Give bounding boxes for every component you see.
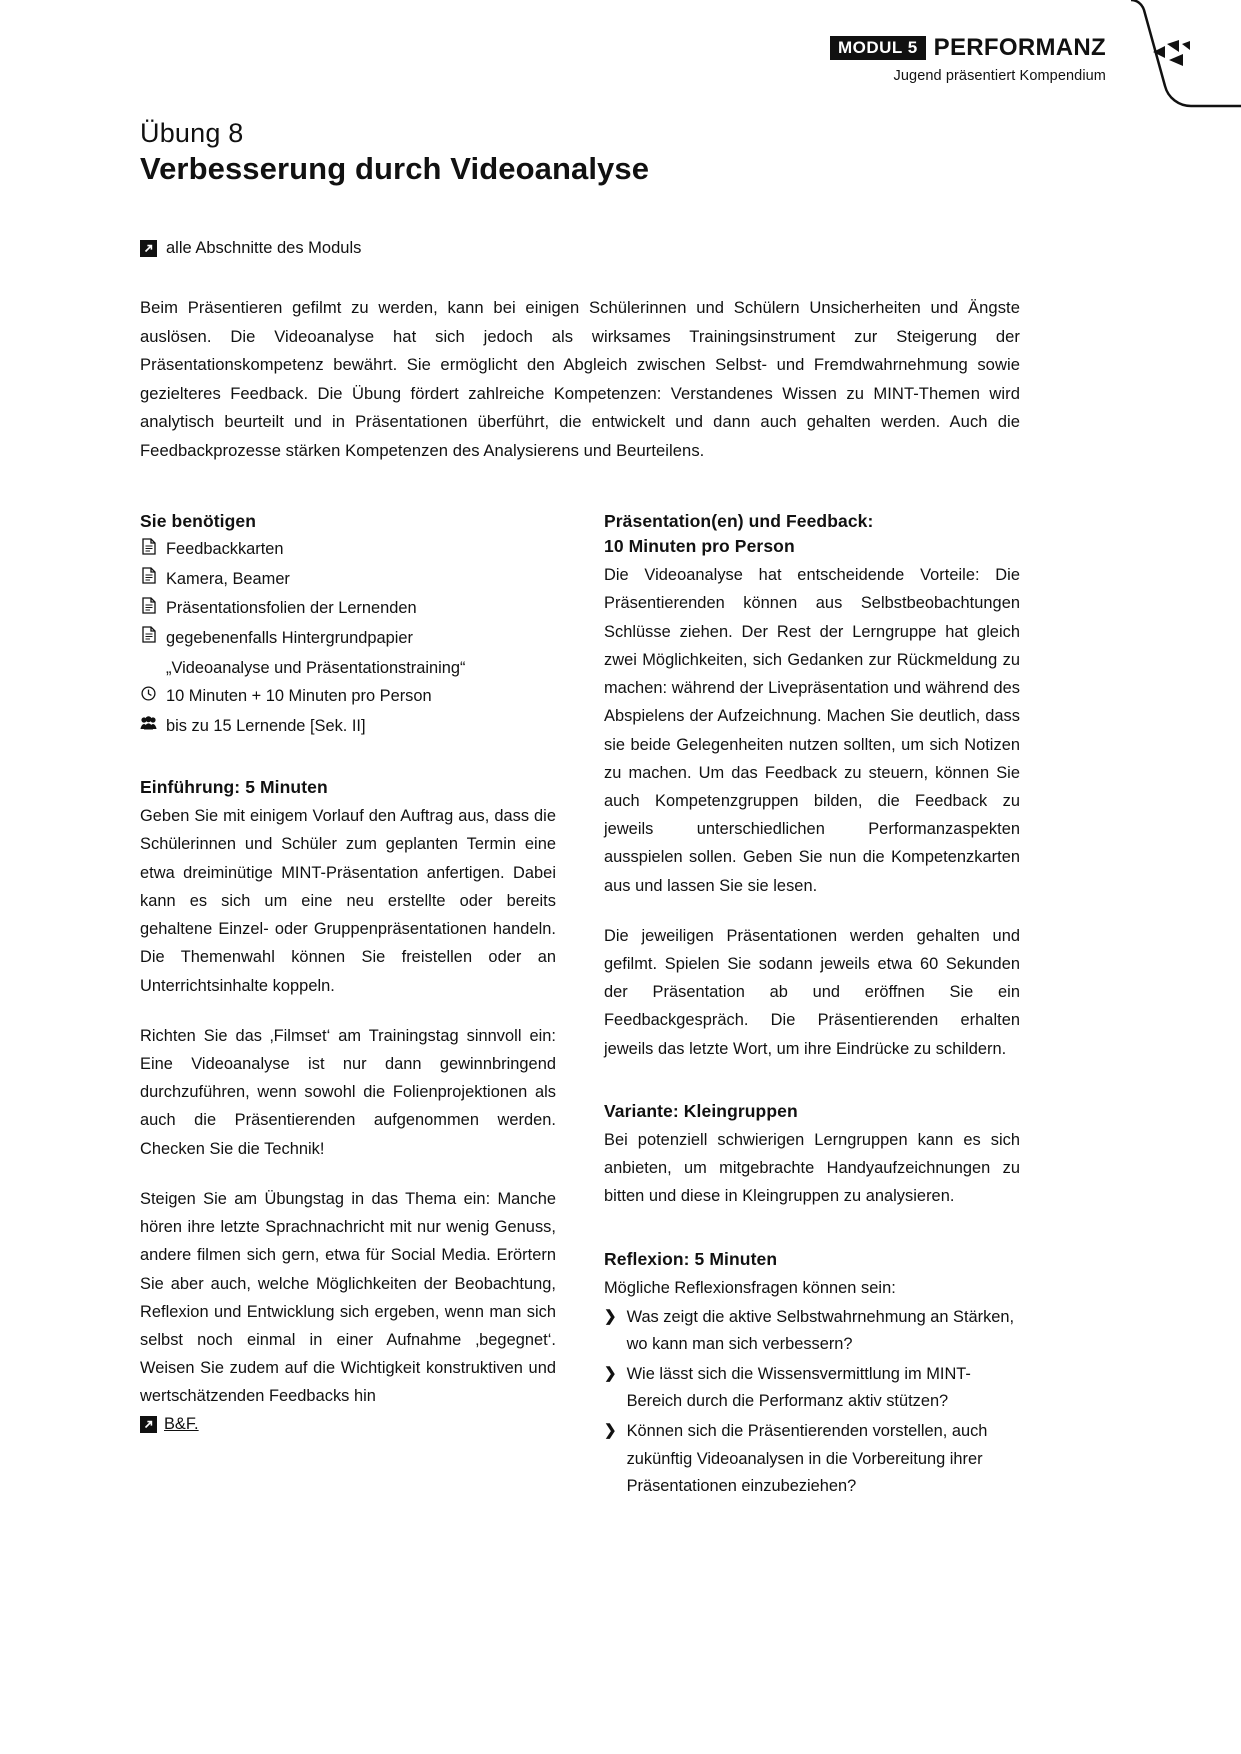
header-subtitle: Jugend präsentiert Kompendium <box>893 68 1106 84</box>
chevron-right-icon: ❯ <box>604 1364 617 1382</box>
header-titles <box>830 34 1106 84</box>
arrow-up-right-icon <box>140 240 157 257</box>
list-item <box>140 536 556 563</box>
scope-note-label: alle Abschnitte des Moduls <box>166 239 362 257</box>
exercise-number: Übung 8 <box>140 118 244 148</box>
presentation-paragraph-2: Die jeweiligen Präsentationen werden gehalten und gefilmt. Spielen Sie sodann jeweils etwa 60 Sekunden der Präsentation ab und eröffnen Sie ein Feedbackgespräch. Die Präsentierenden erhalten jeweils das letzte Wort, um ihre Eindrücke zu schildern. <box>604 926 1020 1058</box>
presentation-heading-line-1: Präsentation(en) und Feedback: <box>604 511 874 532</box>
chevron-right-icon: ❯ <box>604 1307 617 1325</box>
reflection-intro: Mögliche Reflexionsfragen können sein: <box>604 1278 896 1297</box>
scope-note <box>140 239 1020 258</box>
document-icon <box>140 595 157 615</box>
page-header <box>821 0 1241 120</box>
left-column <box>140 511 556 1503</box>
page-title: Verbesserung durch Videoanalyse <box>140 151 650 186</box>
reflection-heading: Reflexion: 5 Minuten <box>604 1248 778 1269</box>
list-item <box>140 595 556 622</box>
needs-item-label: Feedbackkarten <box>166 540 284 559</box>
intro-paragraph: Beim Präsentieren gefilmt zu werden, kann bei einigen Schülerinnen und Schülern Unsicherheiten und Ängste auslösen. Die Videoanalyse hat sich jedoch als wirksames Trainingsinstrument zur Steigerung der Präsentationskompetenz bewährt. Sie ermöglicht den Abgleich zwischen Selbst- und Fremdwahrnehmung sowie gezielteres Feedback. Die Übung fördert zahlreiche Kompetenzen: Verstandenes Wissen zu MINT-Themen wird analytisch beurteilt und in Präsentationen überführt, die entwickelt und dann auch gehalten werden. Auch die Feedbackprozesse stärken Kompetenzen des Analysierens und Beurteilens. <box>140 298 1020 460</box>
list-item <box>140 566 556 593</box>
needs-heading: Sie benötigen <box>140 511 257 532</box>
needs-list <box>140 536 556 651</box>
page-content <box>140 118 1020 1503</box>
handout-reference-label: B&F. <box>164 1414 199 1433</box>
reflection-question: Können sich die Präsentierenden vorstellen, auch zukünftig Videoanalysen in die Vorbereitung ihrer Präsentationen einzubeziehen? <box>626 1422 988 1496</box>
list-item <box>604 1418 1020 1501</box>
needs-item-label: bis zu 15 Lernende [Sek. II] <box>166 716 366 735</box>
list-item <box>604 1304 1020 1359</box>
needs-item-label: 10 Minuten + 10 Minuten pro Person <box>166 687 432 706</box>
introduction-paragraph-2: Richten Sie das ‚Filmset‘ am Trainingstag sinnvoll ein: Eine Videoanalyse ist nur dann gewinnbringend durchzuführen, wenn sowohl die Folienprojektionen als auch die Präsentierenden aufgenommen werden. Checken Sie die Technik! <box>140 1026 556 1158</box>
document-icon <box>140 566 157 586</box>
introduction-heading: Einführung: 5 Minuten <box>140 777 328 798</box>
list-item <box>604 1361 1020 1416</box>
needs-list-secondary <box>140 683 556 739</box>
list-item <box>140 683 556 710</box>
introduction-paragraph-1: Geben Sie mit einigem Vorlauf den Auftrag aus, dass die Schülerinnen und Schüler zum geplanten Termin eine etwa dreiminütige MINT-Präsentation anfertigen. Dabei kann es sich um eine neu erstellte oder bereits gehaltene Einzel- oder Gruppenpräsentationen handeln. Die Themenwahl können Sie freistellen oder an Unterrichtsinhalte koppeln. <box>140 807 556 995</box>
needs-subline: „Videoanalyse und Präsentationstraining“ <box>166 658 466 677</box>
document-icon <box>140 536 157 556</box>
people-icon <box>140 713 157 733</box>
right-column <box>604 511 1020 1503</box>
needs-item-label: Kamera, Beamer <box>166 569 290 588</box>
reflection-question-list <box>604 1304 1020 1501</box>
variant-heading: Variante: Kleingruppen <box>604 1100 798 1121</box>
reflection-question: Was zeigt die aktive Selbstwahrnehmung an Stärken, wo kann man sich verbessern? <box>626 1307 1015 1354</box>
reflection-question: Wie lässt sich die Wissensvermittlung im MINT-Bereich durch die Performanz aktiv stützen? <box>626 1364 971 1411</box>
needs-item-label: gegebenenfalls Hintergrundpapier <box>166 628 413 647</box>
variant-paragraph: Bei potenziell schwierigen Lerngruppen kann es sich anbieten, um mitgebrachte Handyaufzeichnungen zu bitten und diese in Kleingruppen zu analysieren. <box>604 1130 1020 1206</box>
presentation-heading-line-2: 10 Minuten pro Person <box>604 536 795 557</box>
two-column-body <box>140 511 1020 1503</box>
jugend-praesentiert-logo-icon <box>1149 38 1193 68</box>
chevron-right-icon: ❯ <box>604 1422 617 1440</box>
list-item <box>140 625 556 652</box>
list-item <box>140 713 556 740</box>
presentation-paragraph-1: Die Videoanalyse hat entscheidende Vorteile: Die Präsentierenden können aus Selbstbeobachtungen Schlüsse ziehen. Der Rest der Lerngruppe hat gleich zwei Möglichkeiten, sich Gedanken zur Rückmeldung zu machen: während der Livepräsentation und während des Abspielens der Aufzeichnung. Machen Sie deutlich, dass sie beide Gelegenheiten nutzen sollten, um sich Notizen zu machen. Um das Feedback zu steuern, können Sie auch Kompetenzgruppen bilden, die Feedback zu jeweils unterschiedlichen Performanzaspekten ausspielen sollen. Geben Sie nun die Kompetenzkarten aus und lassen Sie sie lesen. <box>604 566 1020 895</box>
module-title: PERFORMANZ <box>933 34 1106 61</box>
needs-item-label: Präsentationsfolien der Lernenden <box>166 599 417 618</box>
arrow-up-right-icon <box>140 1416 157 1433</box>
clock-icon <box>140 683 157 703</box>
module-badge: MODUL 5 <box>830 36 926 60</box>
document-icon <box>140 625 157 645</box>
handout-reference-link[interactable] <box>140 1415 199 1434</box>
introduction-paragraph-3: Steigen Sie am Übungstag in das Thema ein: Manche hören ihre letzte Sprachnachricht mit nur wenig Genuss, andere filmen sich gern, etwa für Social Media. Erörtern Sie aber auch, welche Möglichkeiten der Beobachtung, Reflexion und Entwicklung sich ergeben, wenn man sich selbst noch einmal in einer Aufnahme ‚begegnet‘. Weisen Sie zudem auf die Wichtigkeit konstruktiven und wertschätzenden Feedbacks hin <box>140 1189 556 1406</box>
